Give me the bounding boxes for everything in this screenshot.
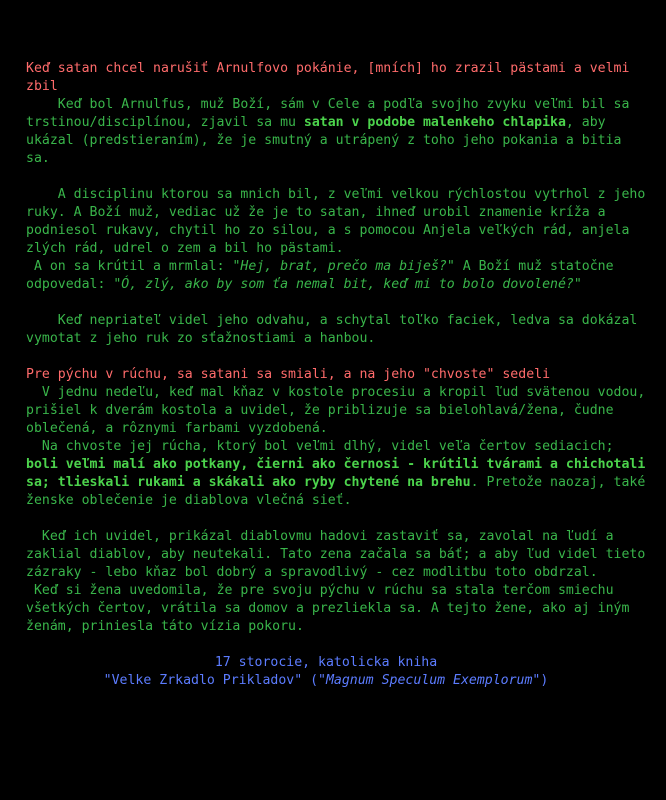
story1-p3-text-a: A on sa krútil a mrmlal: [26, 259, 233, 274]
story2-paragraph-3: Keď ich uvidel, prikázal diablovmu hadovi zastaviť sa, zavolal na ľudí a zaklial diablov, aby neutekali. Tato zena začala sa báť; a aby ľud videl tieto zázraky - lebo kňaz bol dobrý a spravodlivý - cez modlitbu toto obdrzal. [26, 529, 654, 580]
credit-title: "Velke Zrkadlo Prikladov" ( [103, 673, 319, 688]
story1-paragraph-2: A disciplinu ktorou sa mnich bil, z veľmi velkou rýchlostou vytrhol z jeho ruky. A Boží muž, vediac už že je to satan, ihneď urobil znamenie kríža a podniesol rukavy, chytil ho zo silou, a s pomocou Anjela veľkých rád, anjela zlých rád, udrel o zem a bil ho pästami. [26, 187, 654, 256]
credit-close: ") [532, 673, 549, 688]
story1-p1-text-a: Keď bol Arnulfus, muž Boží, sám v Cele a podľa svojho zvyku veľmi bil sa trstinou/disciplínou, zjavil sa mu [26, 97, 638, 130]
story2-paragraph-2 [26, 438, 654, 510]
story2-paragraph-1: V jednu nedeľu, keď mal kňaz v kostole procesiu a kropil ľud svätenou vodou, prišiel k dverám kostola a uvidel, že priblizuje sa bielohlavá/žena, čudne oblečená, a rôznymi farbami vyzdobená. [26, 385, 654, 436]
story1-paragraph-1 [26, 96, 646, 168]
story2-p2-highlight: boli veľmi malí ako potkany, čierni ako černosi - krútili tvárami a chichotali sa; tlieskali rukami a skákali ako ryby chytené na brehu [26, 457, 654, 490]
story1-heading: Keď satan chcel narušiť Arnulfovo pokánie, [mních] ho zrazil pästami a velmi zbil [26, 61, 630, 94]
credit-latin-title: "Magnum Speculum Exemplorum [318, 673, 533, 688]
credit-line-1: 17 storocie, katolicka kniha [214, 655, 438, 670]
story2-p2-text-a: Na chvoste jej rúcha, ktorý bol veľmi dlhý, videl veľa čertov sediacich; [26, 439, 622, 454]
story1-quote-2: "Ó, zlý, ako by som ťa nemal bit, keď mi to bolo dovolené?" [113, 277, 582, 292]
story2-paragraph-4: Keď si žena uvedomila, že pre svoju pýchu v rúchu sa stala terčom smiechu všetkých čertov, vrátila sa domov a prezliekla sa. A tejto žene, ako aj iným ženám, priniesla táto vízia pokoru. [26, 583, 638, 634]
story1-paragraph-4: Keď nepriateľ videl jeho odvahu, a schytal toľko faciek, ledva sa dokázal vymotat z jeho ruk zo sťažnostiami a hanbou. [26, 313, 646, 346]
credit-line-2 [26, 672, 626, 690]
story2-heading: Pre pýchu v rúchu, sa satani sa smiali, a na jeho "chvoste" sedeli [26, 367, 551, 382]
story1-quote-1: "Hej, brat, prečo ma biješ?" [232, 259, 455, 274]
story1-p1-highlight: satan v podobe malenkeho chlapika [303, 115, 566, 130]
story1-p1-text-b: , aby ukázal (predstieraním), že je smutný a utrápený z toho jeho pokania a bitia sa. [26, 115, 630, 166]
story2-p2-text-b: . Pretože naozaj, také ženske oblečenie je diablova vlečná sieť. [26, 475, 654, 508]
story1-paragraph-3 [26, 258, 646, 294]
document-body [26, 60, 654, 690]
story1-p3-text-b: A Boží muž statočne odpovedal: [26, 259, 622, 292]
